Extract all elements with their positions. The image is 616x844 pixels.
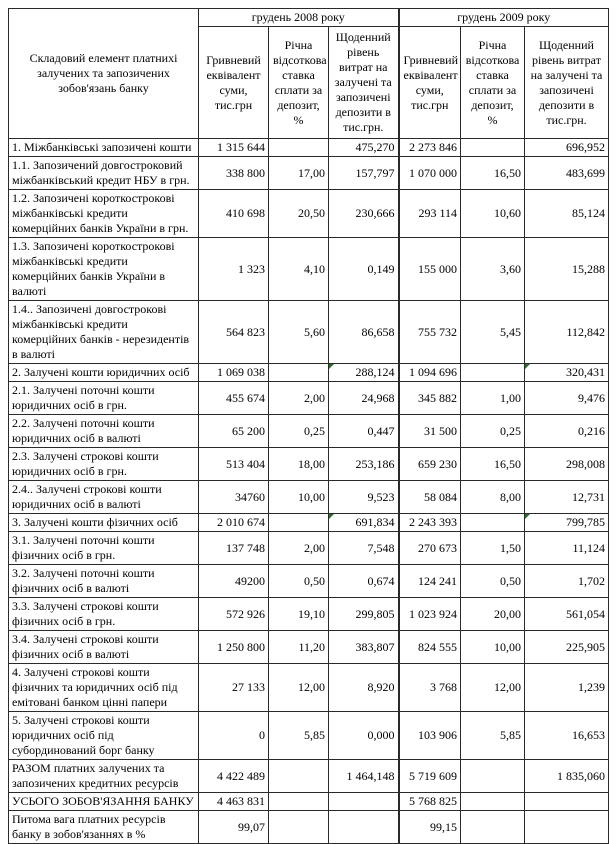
cell-text: 799,785 xyxy=(566,515,605,529)
cell-value xyxy=(525,481,609,514)
cell-text: 137 748 xyxy=(226,540,265,555)
cell-value xyxy=(525,301,609,364)
cell-value xyxy=(461,157,525,190)
cell-text: 5 719 609 xyxy=(409,768,457,783)
cell-text: 0,50 xyxy=(304,573,325,588)
cell-value xyxy=(525,598,609,631)
cell-text: 659 230 xyxy=(418,456,457,471)
cell-value xyxy=(399,598,461,631)
cell-value xyxy=(199,190,269,238)
subheader-2009-daily-cost: Щоденний рівень витрат на залучені та запозичені депозити в тис.грн. xyxy=(525,27,609,139)
cell-value xyxy=(199,448,269,481)
cell-value xyxy=(269,565,329,598)
cell-text: 2 243 393 xyxy=(409,515,457,529)
cell-text: 4,10 xyxy=(304,261,325,276)
cell-value xyxy=(269,190,329,238)
cell-value xyxy=(199,631,269,664)
cell-value xyxy=(399,139,461,157)
cell-value xyxy=(461,139,525,157)
cell-value xyxy=(461,448,525,481)
cell-value xyxy=(461,532,525,565)
row-label: 1. Міжбанківські запозичені кошти xyxy=(9,139,199,157)
cell-value xyxy=(399,481,461,514)
cell-text: 34760 xyxy=(235,489,265,504)
cell-text: 27 133 xyxy=(232,680,265,694)
cell-value xyxy=(199,157,269,190)
cell-value xyxy=(461,190,525,238)
cell-text: 4 422 489 xyxy=(217,768,265,783)
table-row xyxy=(9,760,609,793)
cell-value xyxy=(461,415,525,448)
cell-value xyxy=(525,415,609,448)
cell-value xyxy=(525,565,609,598)
cell-value xyxy=(399,514,461,532)
cell-text: 455 674 xyxy=(226,390,265,405)
cell-value xyxy=(199,811,269,844)
cell-value xyxy=(525,811,609,844)
cell-text: 1 069 038 xyxy=(217,365,265,379)
cell-value xyxy=(525,712,609,760)
cell-value xyxy=(461,712,525,760)
table-row xyxy=(9,190,609,238)
cell-text: 10,60 xyxy=(494,206,521,220)
cell-value xyxy=(269,415,329,448)
cell-value xyxy=(461,598,525,631)
cell-value xyxy=(399,364,461,382)
cell-value xyxy=(329,415,399,448)
cell-text: 15,288 xyxy=(572,261,605,276)
cell-text: 1 094 696 xyxy=(409,365,457,379)
cell-text: 1 835,060 xyxy=(557,768,605,783)
cell-text: 0,25 xyxy=(304,423,325,438)
cell-value xyxy=(329,811,399,844)
cell-text: 8,00 xyxy=(500,489,521,504)
cell-text: 1 323 xyxy=(238,261,265,276)
cell-value xyxy=(461,364,525,382)
cell-text: 99,15 xyxy=(430,819,457,834)
cell-text: 1,50 xyxy=(500,540,521,555)
cell-value xyxy=(329,301,399,364)
cell-value xyxy=(199,532,269,565)
table-row xyxy=(9,532,609,565)
row-label: 2.3. Залучені строкові кошти юридичних осіб в грн. xyxy=(9,448,199,481)
cell-text: 9,523 xyxy=(367,489,395,504)
row-label: 1.3. Запозичені короткострокові міжбанківські кредити комерційних банків України в валюті xyxy=(9,238,199,301)
cell-value xyxy=(329,664,399,712)
cell-text: 691,834 xyxy=(355,515,395,529)
subheader-2009-equivalent: Гривневий еквівалент суми, тис.грн xyxy=(399,27,461,139)
row-label: 3.4. Залучені строкові кошти фізичних осіб в валюті xyxy=(9,631,199,664)
cell-text: 561,054 xyxy=(566,606,605,621)
cell-text: 10,00 xyxy=(494,639,521,654)
subheader-2008-daily-cost: Щоденний рівень витрат на залучені та запозичені депозити в тис.грн. xyxy=(329,27,399,139)
cell-text: 3,60 xyxy=(500,261,521,276)
cell-value xyxy=(329,565,399,598)
cell-text: 2 273 846 xyxy=(409,140,457,154)
cell-text: 3 768 xyxy=(430,680,457,694)
cell-text: 11,20 xyxy=(298,639,325,654)
table-row xyxy=(9,364,609,382)
cell-text: 0,674 xyxy=(367,573,395,588)
cell-value xyxy=(329,631,399,664)
cell-text: 65 200 xyxy=(232,423,265,438)
row-label: РАЗОМ платних залучених та запозичених кредитних ресурсів xyxy=(9,760,199,793)
cell-text: 11,124 xyxy=(572,540,605,555)
cell-value xyxy=(399,793,461,811)
cell-text: 5 768 825 xyxy=(409,794,457,808)
cell-value xyxy=(461,631,525,664)
table-row xyxy=(9,481,609,514)
cell-text: 0,447 xyxy=(367,423,395,438)
cell-value xyxy=(199,481,269,514)
cell-text: 20,50 xyxy=(298,206,325,220)
cell-value xyxy=(399,448,461,481)
cell-value xyxy=(199,793,269,811)
cell-text: 410 698 xyxy=(226,206,265,220)
cell-value xyxy=(399,415,461,448)
table-row xyxy=(9,157,609,190)
row-label: 3. Залучені кошти фізичних осіб xyxy=(9,514,199,532)
cell-value xyxy=(199,664,269,712)
cell-text: 320,431 xyxy=(566,365,605,379)
cell-value xyxy=(199,514,269,532)
cell-text: 31 500 xyxy=(424,423,457,438)
cell-text: 157,797 xyxy=(355,165,395,180)
table-body xyxy=(9,139,609,844)
cell-text: 5,45 xyxy=(500,324,521,339)
cell-value xyxy=(399,532,461,565)
row-label: 2.1. Залучені поточні кошти юридичних осіб в грн. xyxy=(9,382,199,415)
cell-text: 10,00 xyxy=(298,489,325,504)
cell-value xyxy=(329,598,399,631)
cell-value xyxy=(329,760,399,793)
cell-text: 18,00 xyxy=(298,456,325,471)
cell-text: 16,50 xyxy=(494,165,521,180)
cell-text: 112,842 xyxy=(566,324,605,339)
cell-text: 1 315 644 xyxy=(217,140,265,154)
cell-text: 0,149 xyxy=(367,261,395,276)
cell-text: 0,000 xyxy=(367,728,395,742)
row-label: 2. Залучені кошти юридичних осіб xyxy=(9,364,199,382)
cell-text: 225,905 xyxy=(566,639,605,654)
formula-flag-icon xyxy=(525,514,530,519)
subheader-2009-rate: Річна відсоткова ставка сплати за депозит, % xyxy=(461,27,525,139)
corner-header: Складовий елемент платнихі залучених та запозичених зобов'язань банку xyxy=(9,9,199,139)
formula-flag-icon xyxy=(329,514,334,519)
table-row xyxy=(9,301,609,364)
cell-text: 383,807 xyxy=(355,639,395,654)
table-row xyxy=(9,811,609,844)
cell-value xyxy=(269,514,329,532)
cell-value xyxy=(461,565,525,598)
cell-value xyxy=(329,448,399,481)
table-row xyxy=(9,514,609,532)
cell-value xyxy=(329,364,399,382)
cell-value xyxy=(269,532,329,565)
cell-text: 99,07 xyxy=(238,819,265,834)
cell-value xyxy=(525,532,609,565)
cell-value xyxy=(461,811,525,844)
cell-text: 755 732 xyxy=(418,324,457,339)
cell-value xyxy=(269,811,329,844)
row-label: 3.1. Залучені поточні кошти фізичних осіб в грн. xyxy=(9,532,199,565)
cell-value xyxy=(525,448,609,481)
cell-text: 19,10 xyxy=(298,606,325,621)
cell-value xyxy=(329,382,399,415)
table-row xyxy=(9,139,609,157)
cell-value xyxy=(525,157,609,190)
cell-text: 5,85 xyxy=(304,728,325,742)
cell-text: 0,50 xyxy=(500,573,521,588)
cell-value xyxy=(269,664,329,712)
cell-value xyxy=(399,157,461,190)
cell-text: 86,658 xyxy=(361,324,395,339)
cell-value xyxy=(269,793,329,811)
cell-text: 293 114 xyxy=(418,206,457,220)
cell-text: 2,00 xyxy=(304,390,325,405)
cell-value xyxy=(269,481,329,514)
cell-value xyxy=(199,364,269,382)
cell-value xyxy=(461,382,525,415)
row-label: 2.2. Залучені поточні кошти юридичних осіб в валюті xyxy=(9,415,199,448)
cell-value xyxy=(329,793,399,811)
cell-text: 288,124 xyxy=(355,365,395,379)
liabilities-table xyxy=(8,8,609,844)
formula-flag-icon xyxy=(329,364,334,369)
table-row xyxy=(9,565,609,598)
row-label: 3.3. Залучені строкові кошти фізичних осіб в грн. xyxy=(9,598,199,631)
cell-value xyxy=(461,514,525,532)
cell-text: 49200 xyxy=(235,573,265,588)
cell-value xyxy=(525,139,609,157)
cell-value xyxy=(399,664,461,712)
cell-value xyxy=(399,301,461,364)
row-label: 1.4.. Запозичені довгострокові міжбанківські кредити комерційних банків - нерезидентів в валюті xyxy=(9,301,199,364)
cell-text: 24,968 xyxy=(361,390,395,405)
cell-value xyxy=(199,760,269,793)
cell-text: 124 241 xyxy=(418,573,457,588)
table-header xyxy=(9,9,609,139)
cell-value xyxy=(269,238,329,301)
cell-text: 345 882 xyxy=(418,390,457,405)
cell-text: 5,60 xyxy=(304,324,325,339)
row-label: 3.2. Залучені поточні кошти фізичних осіб в валюті xyxy=(9,565,199,598)
table-row xyxy=(9,382,609,415)
cell-value xyxy=(525,514,609,532)
row-label: 4. Залучені строкові кошти фізичних та юридичних осіб під емітовані банком цінні папери xyxy=(9,664,199,712)
cell-value xyxy=(269,448,329,481)
cell-text: 16,653 xyxy=(572,728,605,742)
cell-text: 9,476 xyxy=(578,390,605,405)
cell-text: 20,00 xyxy=(494,606,521,621)
cell-value xyxy=(399,712,461,760)
row-label: 1.2. Запозичені короткострокові міжбанківські кредити комерційних банків України в грн. xyxy=(9,190,199,238)
cell-value xyxy=(461,301,525,364)
cell-value xyxy=(399,238,461,301)
cell-value xyxy=(525,238,609,301)
cell-text: 103 906 xyxy=(418,728,457,742)
table-row xyxy=(9,238,609,301)
cell-value xyxy=(269,712,329,760)
cell-text: 1,239 xyxy=(578,680,605,694)
cell-value xyxy=(269,139,329,157)
row-label: УСЬОГО ЗОБОВ'ЯЗАННЯ БАНКУ xyxy=(9,793,199,811)
cell-text: 17,00 xyxy=(298,165,325,180)
cell-text: 696,952 xyxy=(566,140,605,154)
cell-value xyxy=(199,382,269,415)
cell-text: 4 463 831 xyxy=(217,794,265,808)
cell-value xyxy=(329,532,399,565)
row-label: Питома вага платних ресурсів банку в зобов'язаннях в % xyxy=(9,811,199,844)
cell-text: 5,85 xyxy=(500,728,521,742)
cell-text: 1 023 924 xyxy=(409,606,457,621)
table-row xyxy=(9,598,609,631)
cell-text: 1 464,148 xyxy=(346,768,395,783)
cell-value xyxy=(199,565,269,598)
cell-value xyxy=(269,364,329,382)
cell-value xyxy=(461,664,525,712)
cell-value xyxy=(199,238,269,301)
row-label: 1.1. Запозичений довгостроковий міжбанківський кредит НБУ в грн. xyxy=(9,157,199,190)
cell-text: 824 555 xyxy=(418,639,457,654)
table-row xyxy=(9,712,609,760)
table-row xyxy=(9,448,609,481)
cell-value xyxy=(525,664,609,712)
cell-value xyxy=(461,481,525,514)
cell-value xyxy=(399,190,461,238)
cell-value xyxy=(199,598,269,631)
cell-value xyxy=(269,157,329,190)
cell-text: 58 084 xyxy=(424,489,457,504)
cell-value xyxy=(399,565,461,598)
cell-text: 0 xyxy=(259,728,265,742)
cell-text: 1 070 000 xyxy=(409,165,457,180)
table-row xyxy=(9,664,609,712)
cell-value xyxy=(329,139,399,157)
table-row xyxy=(9,415,609,448)
cell-text: 12,731 xyxy=(572,489,605,504)
cell-text: 0,25 xyxy=(500,423,521,438)
cell-value xyxy=(269,382,329,415)
cell-value xyxy=(525,190,609,238)
cell-value xyxy=(329,712,399,760)
cell-text: 2,00 xyxy=(304,540,325,555)
cell-value xyxy=(461,793,525,811)
cell-text: 16,50 xyxy=(494,456,521,471)
cell-text: 230,666 xyxy=(355,206,395,220)
row-label: 5. Залучені строкові кошти юридичних осіб під субординований борг банку xyxy=(9,712,199,760)
cell-value xyxy=(461,760,525,793)
cell-value xyxy=(199,415,269,448)
cell-value xyxy=(329,157,399,190)
subheader-2008-equivalent: Гривневий еквівалент суми, тис.грн xyxy=(199,27,269,139)
row-label: 2.4.. Залучені строкові кошти юридичних осіб в валюті xyxy=(9,481,199,514)
formula-flag-icon xyxy=(525,364,530,369)
cell-text: 7,548 xyxy=(367,540,395,555)
cell-text: 12,00 xyxy=(494,680,521,694)
cell-text: 564 823 xyxy=(226,324,265,339)
cell-text: 1 250 800 xyxy=(217,639,265,654)
cell-value xyxy=(525,760,609,793)
cell-text: 12,00 xyxy=(298,680,325,694)
cell-value xyxy=(399,631,461,664)
cell-text: 1,00 xyxy=(500,390,521,405)
cell-value xyxy=(461,238,525,301)
cell-value xyxy=(199,139,269,157)
table-row xyxy=(9,793,609,811)
cell-text: 572 926 xyxy=(226,606,265,621)
cell-value xyxy=(269,631,329,664)
group-header-2009: грудень 2009 року xyxy=(399,9,609,27)
cell-value xyxy=(329,190,399,238)
cell-text: 253,186 xyxy=(355,456,395,471)
cell-text: 155 000 xyxy=(418,261,457,276)
cell-text: 85,124 xyxy=(572,206,605,220)
cell-text: 2 010 674 xyxy=(217,515,265,529)
cell-value xyxy=(199,301,269,364)
cell-value xyxy=(329,481,399,514)
cell-text: 338 800 xyxy=(226,165,265,180)
cell-value xyxy=(399,811,461,844)
cell-text: 298,008 xyxy=(566,456,605,471)
cell-value xyxy=(399,760,461,793)
cell-text: 8,920 xyxy=(367,680,395,694)
subheader-2008-rate: Річна відсоткова ставка сплати за депозит, % xyxy=(269,27,329,139)
cell-text: 475,270 xyxy=(355,140,395,154)
table-row xyxy=(9,631,609,664)
cell-value xyxy=(525,631,609,664)
cell-text: 270 673 xyxy=(418,540,457,555)
cell-text: 483,699 xyxy=(566,165,605,180)
cell-value xyxy=(269,301,329,364)
cell-value xyxy=(269,598,329,631)
cell-value xyxy=(525,382,609,415)
cell-text: 513 404 xyxy=(226,456,265,471)
cell-value xyxy=(199,712,269,760)
group-header-2008: грудень 2008 року xyxy=(199,9,399,27)
cell-value xyxy=(525,364,609,382)
cell-text: 1,702 xyxy=(578,573,605,588)
cell-value xyxy=(269,760,329,793)
cell-text: 0,216 xyxy=(578,423,605,438)
cell-value xyxy=(329,514,399,532)
cell-value xyxy=(399,382,461,415)
cell-value xyxy=(329,238,399,301)
cell-value xyxy=(525,793,609,811)
cell-text: 299,805 xyxy=(355,606,395,621)
